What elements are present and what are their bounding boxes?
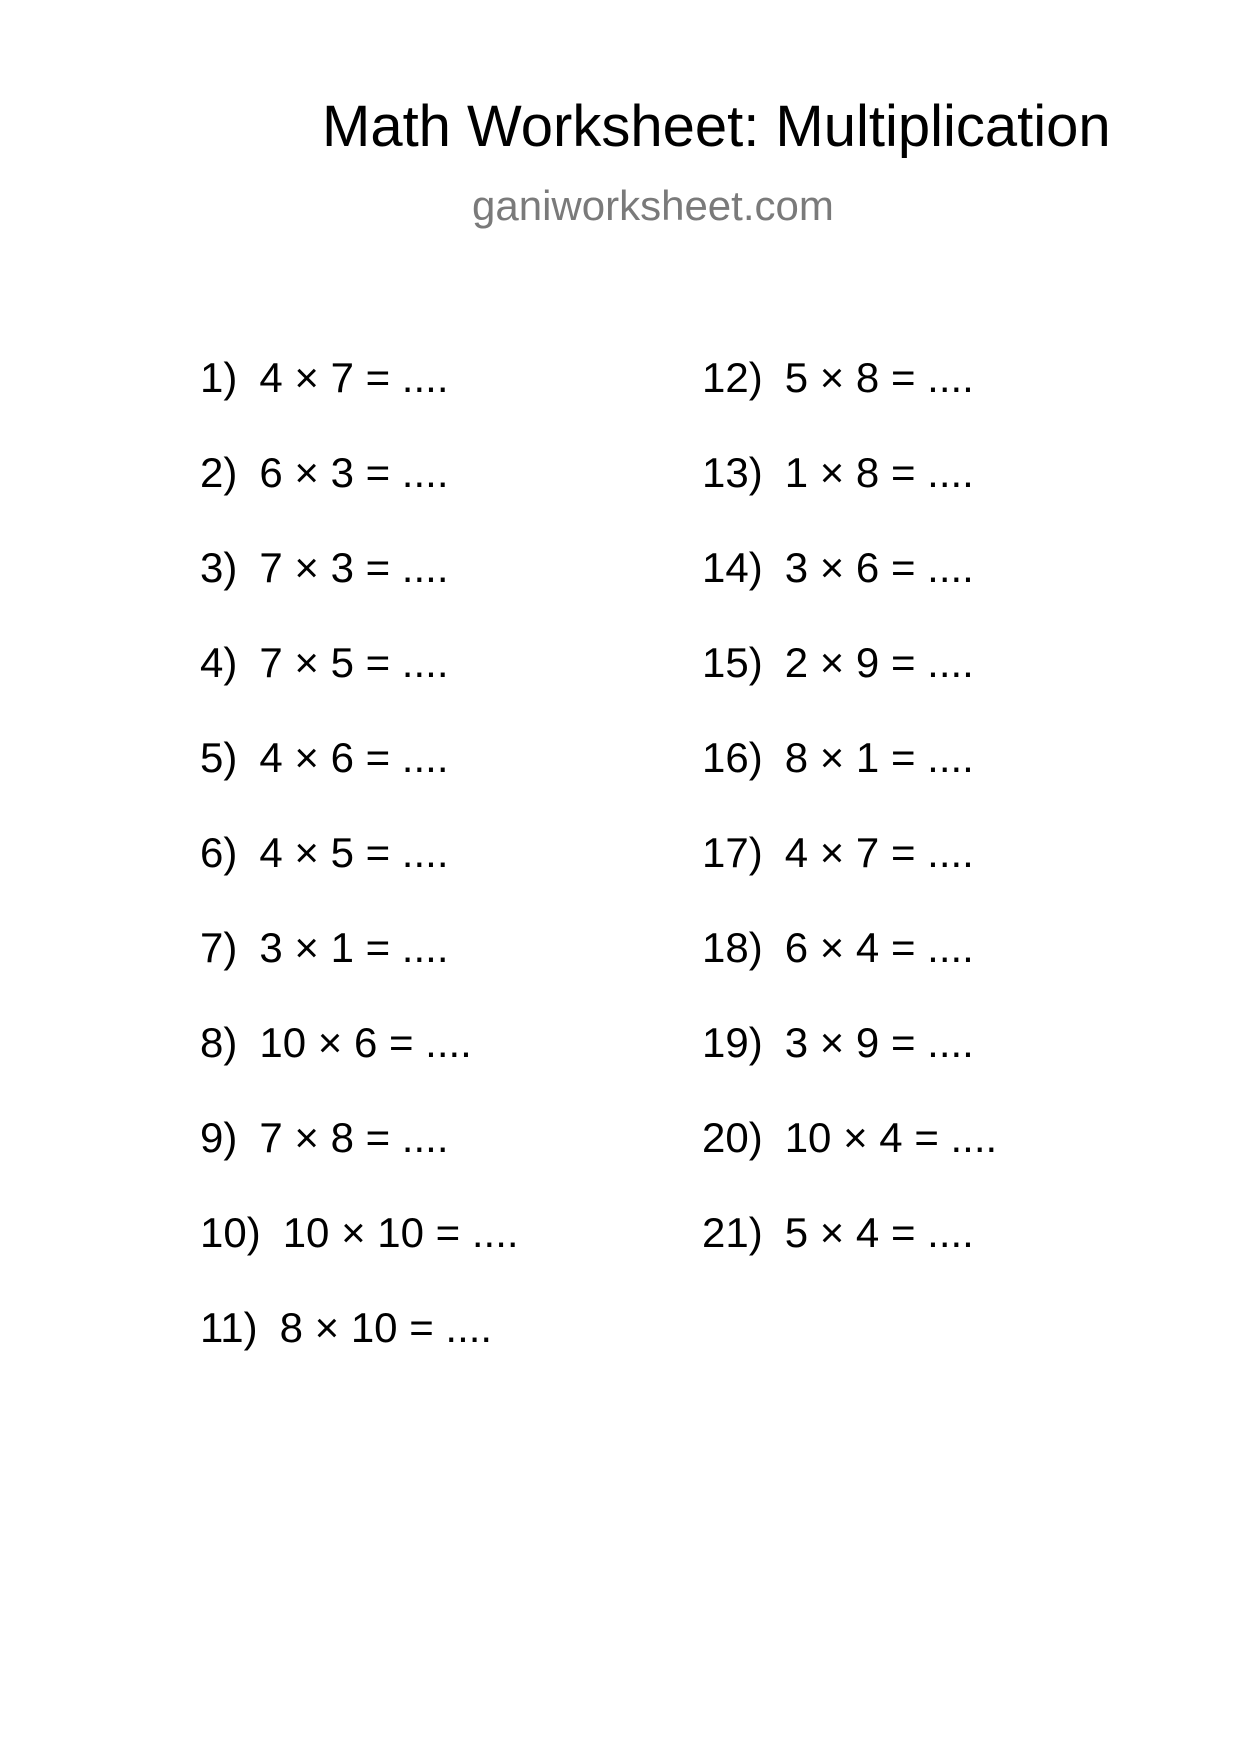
problem-number: 12) — [702, 354, 763, 401]
problem-expression: 4 × 6 = .... — [259, 734, 449, 781]
problem-number: 8) — [200, 1019, 238, 1066]
problem-expression: 10 × 10 = .... — [282, 1209, 519, 1256]
problem-item — [702, 1114, 997, 1209]
problem-number: 4) — [200, 639, 238, 686]
problem-expression: 3 × 9 = .... — [784, 1019, 974, 1066]
problem-column-left — [200, 354, 519, 1399]
problem-item — [200, 1209, 519, 1304]
problem-item — [200, 1114, 519, 1209]
problem-item — [200, 544, 519, 639]
problem-item — [702, 924, 997, 1019]
problem-expression: 1 × 8 = .... — [784, 449, 974, 496]
problem-number: 10) — [200, 1209, 261, 1256]
problem-item — [702, 354, 997, 449]
problem-number: 19) — [702, 1019, 763, 1066]
problem-number: 21) — [702, 1209, 763, 1256]
problem-number: 11) — [200, 1304, 258, 1351]
problem-expression: 4 × 5 = .... — [259, 829, 449, 876]
problem-item — [200, 1304, 519, 1399]
problem-expression: 5 × 8 = .... — [784, 354, 974, 401]
problem-expression: 7 × 5 = .... — [259, 639, 449, 686]
problem-item — [702, 1019, 997, 1114]
problem-expression: 4 × 7 = .... — [784, 829, 974, 876]
problem-number: 17) — [702, 829, 763, 876]
problem-number: 6) — [200, 829, 238, 876]
problem-item — [200, 354, 519, 449]
page-title: Math Worksheet: Multiplication — [322, 94, 1111, 159]
problem-expression: 8 × 1 = .... — [784, 734, 974, 781]
problem-number: 14) — [702, 544, 763, 591]
problem-expression: 3 × 1 = .... — [259, 924, 449, 971]
problem-number: 9) — [200, 1114, 238, 1161]
problem-number: 1) — [200, 354, 238, 401]
problem-item — [200, 734, 519, 829]
problem-number: 5) — [200, 734, 238, 781]
problem-number: 15) — [702, 639, 763, 686]
problem-expression: 4 × 7 = .... — [259, 354, 449, 401]
problem-number: 13) — [702, 449, 763, 496]
problem-expression: 7 × 3 = .... — [259, 544, 449, 591]
problem-expression: 10 × 4 = .... — [784, 1114, 998, 1161]
problem-column-right — [702, 354, 997, 1304]
problem-item — [702, 544, 997, 639]
problem-expression: 5 × 4 = .... — [784, 1209, 974, 1256]
problem-expression: 7 × 8 = .... — [259, 1114, 449, 1161]
problem-item — [200, 449, 519, 544]
problem-item — [702, 639, 997, 734]
problem-expression: 2 × 9 = .... — [784, 639, 974, 686]
problem-item — [200, 1019, 519, 1114]
problem-number: 2) — [200, 449, 238, 496]
problem-item — [702, 449, 997, 544]
problem-item — [702, 829, 997, 924]
problem-expression: 6 × 4 = .... — [784, 924, 974, 971]
problem-number: 16) — [702, 734, 763, 781]
problem-item — [702, 734, 997, 829]
problem-item — [200, 639, 519, 734]
problem-item — [702, 1209, 997, 1304]
problem-number: 7) — [200, 924, 238, 971]
problem-number: 20) — [702, 1114, 763, 1161]
problem-item — [200, 924, 519, 1019]
problem-number: 3) — [200, 544, 238, 591]
problem-expression: 10 × 6 = .... — [259, 1019, 472, 1066]
problem-number: 18) — [702, 924, 763, 971]
problem-item — [200, 829, 519, 924]
site-name: ganiworksheet.com — [472, 182, 834, 229]
problem-expression: 8 × 10 = .... — [279, 1304, 493, 1351]
problem-expression: 6 × 3 = .... — [259, 449, 449, 496]
problem-expression: 3 × 6 = .... — [784, 544, 974, 591]
